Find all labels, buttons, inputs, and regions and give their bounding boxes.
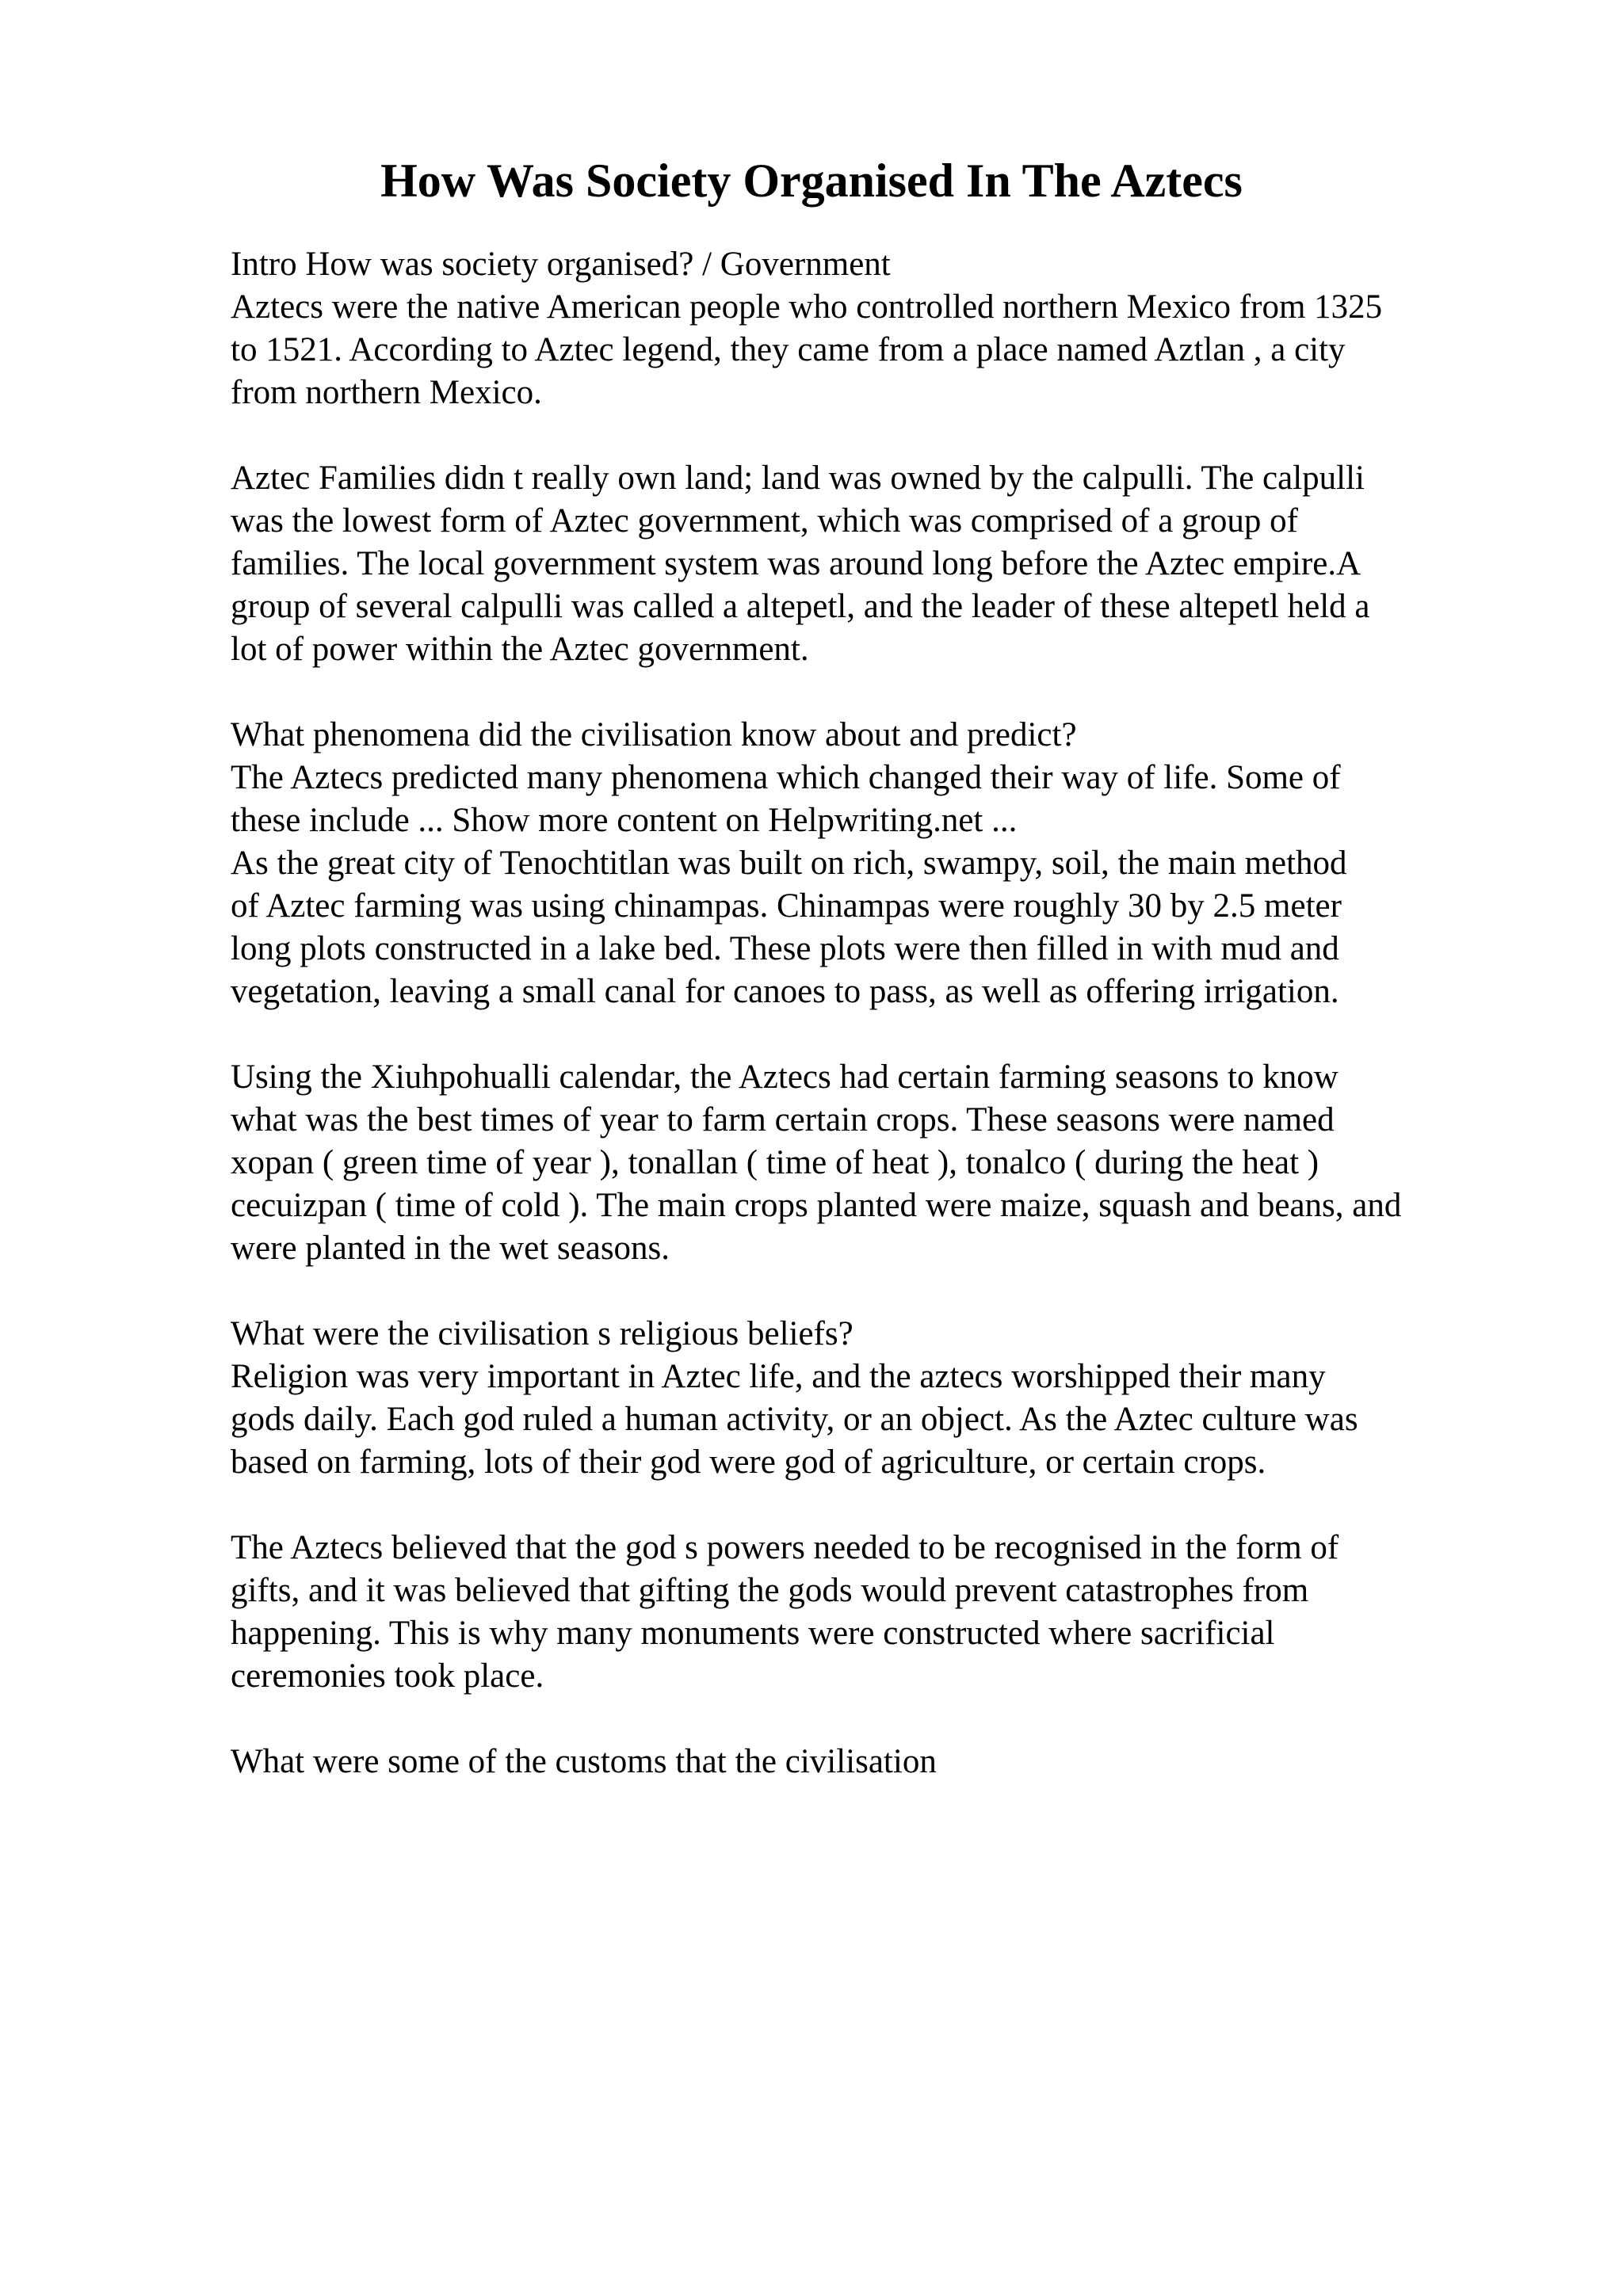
text-line: What were the civilisation s religious beliefs? [231,1315,854,1352]
paragraph-customs [231,1741,1594,1783]
text-line: group of several calpulli was called a altepetl, and the leader of these altepetl held a [231,588,1370,625]
paragraph-phenomena [231,714,1594,1013]
paragraph-families [231,457,1594,671]
document-title: How Was Society Organised In The Aztecs [380,154,1243,207]
text-line: what was the best times of year to farm certain crops. These seasons were named [231,1101,1335,1138]
text-line: cecuizpan ( time of cold ). The main crops planted were maize, squash and beans, and [231,1187,1402,1224]
text-line: long plots constructed in a lake bed. These plots were then filled in with mud and [231,930,1339,967]
text-line: The Aztecs predicted many phenomena which changed their way of life. Some of [231,759,1341,796]
paragraph-religion [231,1313,1594,1484]
text-line: As the great city of Tenochtitlan was built on rich, swampy, soil, the main method [231,845,1347,882]
text-line: ceremonies took place. [231,1657,544,1695]
text-line: of Aztec farming was using chinampas. Chinampas were roughly 30 by 2.5 meter [231,887,1342,925]
document-body [231,243,1594,1826]
text-line: What phenomena did the civilisation know about and predict? [231,716,1077,753]
text-line: Religion was very important in Aztec life, and the aztecs worshipped their many [231,1358,1326,1395]
text-line: The Aztecs believed that the god s powers needed to be recognised in the form of [231,1529,1339,1566]
text-line: gifts, and it was believed that gifting the gods would prevent catastrophes from [231,1572,1309,1609]
text-line: families. The local government system was around long before the Aztec empire.A [231,545,1361,582]
text-line: Aztecs were the native American people who controlled northern Mexico from 1325 [231,288,1383,326]
text-line: was the lowest form of Aztec government, which was comprised of a group of [231,502,1298,540]
text-line: gods daily. Each god ruled a human activity, or an object. As the Aztec culture was [231,1401,1358,1438]
text-line: What were some of the customs that the civilisation [231,1743,937,1780]
text-line: Using the Xiuhpohualli calendar, the Aztecs had certain farming seasons to know [231,1058,1338,1096]
text-line: vegetation, leaving a small canal for canoes to pass, as well as offering irrigation. [231,973,1339,1010]
paragraph-gifts [231,1527,1594,1698]
text-line: happening. This is why many monuments were constructed where sacrificial [231,1615,1275,1652]
paragraph-intro [231,243,1594,414]
text-line: from northern Mexico. [231,374,542,411]
text-line: based on farming, lots of their god were god of agriculture, or certain crops. [231,1444,1266,1481]
text-line: lot of power within the Aztec government. [231,631,809,668]
text-line: were planted in the wet seasons. [231,1230,670,1267]
paragraph-calendar [231,1056,1594,1270]
text-line: Intro How was society organised? / Government [231,246,891,283]
text-line: to 1521. According to Aztec legend, they came from a place named Aztlan , a city [231,331,1346,368]
text-line: Aztec Families didn t really own land; land was owned by the calpulli. The calpulli [231,460,1365,497]
text-line: these include ... Show more content on Helpwriting.net ... [231,802,1018,839]
text-line: xopan ( green time of year ), tonallan ( time of heat ), tonalco ( during the heat ) [231,1144,1319,1181]
